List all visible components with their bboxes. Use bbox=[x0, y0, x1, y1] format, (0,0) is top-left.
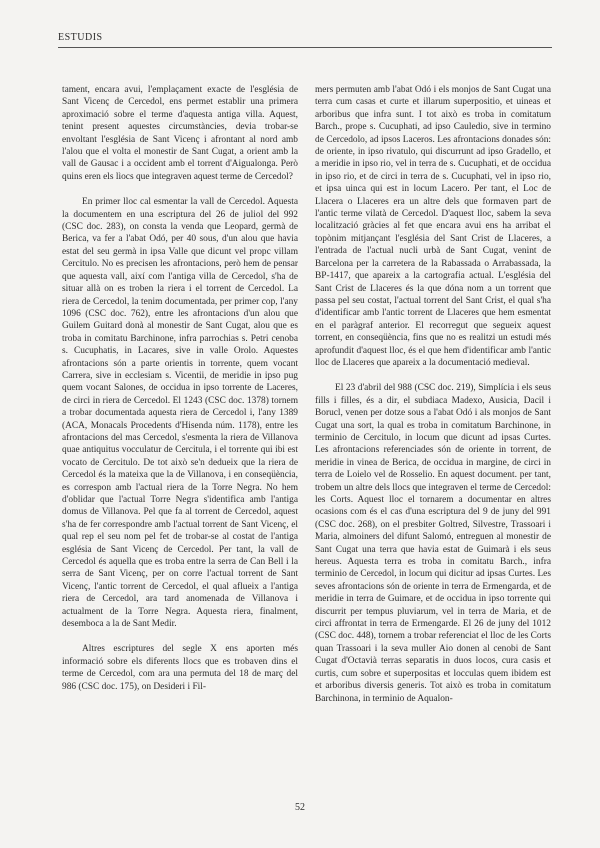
paragraph: mers permuten amb l'abat Odó i els monjos de Sant Cugat una terra cum casas et curte et illarum superpositio, et uineas et arboribus que infra sunt. I tot això es troba in comitatum Barch., prope s. Cucuphati, ad ipso Cauledio, sive in termino de Cercedolo, ad ipsos Laceros. Les afrontacions donades són: de oriente, in ipso rivatulo, qui discurrunt ad ipso Gradello, et a meridie in ipso rio, vel in terra de s. Cucuphati, et de occidua in ipso rio, et de circi in terra de s. Cucuphati, vel in ipso rio, et ipsa uinca qui est in locum Lacero. Per tant, el Loc de Llacera o Llaceres era un altre dels que formaven part de l'antic terme vilatà de Cercedol. D'aquest lloc, sabem la seva localització gràcies al fet que encara avui ens ha arribat el topònim mitjançant l'església del Sant Crist de Llaceres, a l'entrada de l'actual nucli urbà de Sant Cugat, venint de Barcelona per la carretera de la Rabassada o Arrabassada, la BP-1417, que apareix a la cartografia actual. L'església del Sant Crist de Llaceres és la que dóna nom a un torrent que passa pel seu costat, l'actual torrent del Sant Crist, el qual s'ha d'identificar amb l'antic torrent de Llaceres que hem esmentat en el paràgraf anterior. El recorregut que segueix aquest torrent, en conseqüència, fins que no es realitzi un estudi més aprofundit d'aquest lloc, és el que hem d'identificar amb l'antic lloc de Llaceres que apareix a la documentació medieval. bbox=[315, 85, 551, 368]
paragraph: En primer lloc cal esmentar la vall de Cercedol. Aquesta la documentem en una escriptura del 26 de juliol del 992 (CSC doc. 283), on consta la venda que Leopard, germà de Berica, va fer a l'abat Odó, per 40 sous, d'un alou que havia estat del seu germà in ipsa Valle que dicunt vel propc villam Cercitulo. No es precisen les afrontacions, però hem de pensar que aquesta vall, així com l'antiga villa de Cercedol, s'ha de situar allà on es troben la riera i el torrent de Cercedol. La riera de Cercedol, la tenim documentada, per primer cop, l'any 1096 (CSC doc. 762), entre les afrontacions d'un alou que Guilem Guitard donà al monestir de Sant Cugat, alou que es troba in comitatu Barchinone, infra parrochias s. Petri cenoba s. Cucuphatis, in Lacares, sive in valle Orolo. Aquestes afrontacions són a parte orientis in torrente, quem vocant Carrera, sive in ecclesiam s. Vicentii, de meridie in ipso pug quem vocant Salones, de occidua in ipso torrente de Laceres, de circi in riera de Cercedol. El 1243 (CSC doc. 1378) tornem a trobar documentada aquesta riera de Cercedol i, l'any 1389 (ACA, Monacals Procedents d'Hisenda núm. 1178), entre les afrontacions del mas Cercedol, s'esmenta la riera de Villanova quae antiquitus vocculatur de Cercitula, i el torrente qui ibi est vocato de Cercitulo. De tot això se'n dedueix que la riera de Cercedol és la mateixa que la de Villanova, i en conseqüència, es correspon amb l'actual riera de la Torre Negra. No hem d'oblidar que l'actual Torre Negra s'identifica amb l'antiga domus de Villanova. Pel que fa al torrent de Cercedol, aquest s'ha de fer correspondre amb l'actual torrent de Sant Vicenç, el qual rep el seu nom pel fet de trobar-se al costat de l'antiga església de Sant Vicenç de Cercedol. Per tant, la vall de Cercedol és aquella que es troba entre la serra de Can Bell i la serra de Sant Vicenç, per on corre l'actual torrent de Sant Vicenç, l'antic torrent de Cercedol, el qual aflueix a l'antiga riera de Cercedol, ara tard anomenada de Villanova i actualment de la Torre Negra. Aquesta riera, finalment, desemboca a la de Sant Medir. bbox=[62, 197, 298, 630]
header-rule bbox=[58, 47, 552, 48]
paragraph: Altres escriptures del segle X ens aporten més informació sobre els diferents llocs que es trobaven dins el terme de Cercedol, com ara una permuta del 18 de març del 986 (CSC doc. 175), on Desideri i Fil- bbox=[62, 644, 298, 692]
running-header: ESTUDIS bbox=[58, 32, 103, 43]
right-column bbox=[315, 84, 551, 705]
paragraph: El 23 d'abril del 988 (CSC doc. 219), Simplícia i els seus fills i filles, és a dir, el subdiaca Madexo, Ausicia, Dacil i Borucl, venen per dotze sous a l'abat Odó i als monjos de Sant Cugat una sort, la qual es troba in comitatum Barchinone, in terminio de Cercitulo, in locum que dicunt ad ipsas Curtes. Les afrontacions referenciades són de oriente in torrent, de meridie in vinea de Berica, de occidua in margine, de circi in terra de Loielo vel de Rosselio. En aquest document. per tant, trobem un altre dels llocs que integraven el terme de Cercedol: les Corts. Aquest lloc el tornarem a documentar en altres ocasions com és el cas d'una escriptura del 9 de juny del 991 (CSC doc. 268), on el presbiter Goltred, Silvestre, Trassoari i Maria, almoiners del difunt Salomó, entreguen al monestir de Sant Cugat una terra que havia estat de Guimarà i els seus hereus. Aquesta terra es troba in comitatu Barch., infra terminio de Cercedol, in locum qui dicitur ad ipsas Curtes. Les seves afrontacions són de oriente in terra de Ermengarda, et de meridie in terra de Guimare, et de occidua in ipso torrente qui discurrit per tempus pluviarum, vel in terra de Maria, et de circi affrontat in terra de Ermengarde. El 26 de juny del 1012 (CSC doc. 448), tornem a trobar referenciat el lloc de les Corts quan Trassoari i la seva muller Aio donen al cenobi de Sant Cugat d'Octavià terras separatis in duos locos, cura casis et curtis, cum sobre et superpositas et locculas quem ibidem est et arboribus diversis generis. Tot això es troba in comitatum Barchinona, in terminio de Aqualon- bbox=[315, 383, 551, 704]
left-column bbox=[62, 84, 298, 693]
page-number: 52 bbox=[295, 802, 305, 813]
paragraph: tament, encara avui, l'emplaçament exacte de l'església de Sant Vicenç de Cercedol, ens permet establir una primera aproximació sobre el terme d'aquesta antiga villa. Aquest, tenint present aquestes circumstàncies, devia trobar-se envoltant l'església de Sant Vicenç i afrontant al nord amb l'alou que el volta el monestir de Sant Cugat, a orient amb la vall de Gausac i a occident amb el torrent d'Aigualonga. Però quins eren els lìocs que integraven aquest terme de Cercedol? bbox=[62, 85, 298, 182]
